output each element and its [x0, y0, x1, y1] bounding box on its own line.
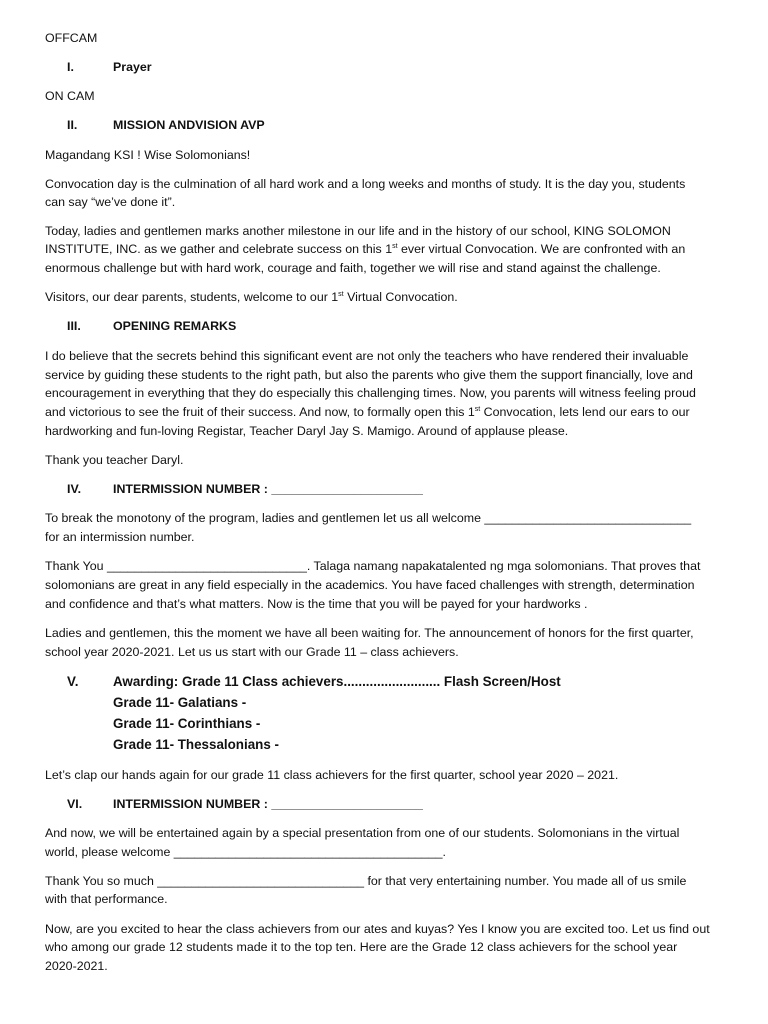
paragraph-remarks-line: service by guiding these students to the right path, but also the parents who give them the support financially, love and [45, 368, 693, 382]
section-4-title: INTERMISSION NUMBER : ______________________ [113, 482, 423, 496]
oncam-label: ON CAM [45, 89, 95, 103]
paragraph-remarks-line: encouragement in everything that they do especially this challenging times. Now, you parents will witness feeling proud [45, 386, 696, 400]
paragraph-milestone-line: enormous challenge but with hard work, courage and faith, together we will rise and stand against the challenge. [45, 261, 661, 275]
section-5-title: Awarding: Grade 11 Class achievers.......................... Flash Screen/Host [113, 674, 561, 689]
paragraph-thank-you-so-much-line: with that performance. [45, 892, 168, 906]
paragraph-remarks-line: hardworking and fun-loving Registar, Teacher Daryl Jay S. Mamigo. Around of applause please. [45, 424, 569, 438]
paragraph-clap: Let’s clap our hands again for our grade 11 class achievers for the first quarter, school year 2020 – 2021. [45, 768, 619, 782]
paragraph-convocation-line: can say “we’ve done it”. [45, 195, 176, 209]
paragraph-honors-line: Ladies and gentlemen, this the moment we have all been waiting for. The announcement of honors for the first quarter, [45, 626, 694, 640]
paragraph-special-presentation-line: And now, we will be entertained again by a special presentation from one of our students. Solomonians in the virtual [45, 826, 680, 840]
section-2-title: MISSION ANDVISION AVP [113, 118, 265, 132]
award-item: Grade 11- Thessalonians - [113, 737, 279, 752]
section-4-number: IV. [67, 482, 82, 496]
section-6-number: VI. [67, 797, 83, 811]
paragraph-remarks-line: and victorious to see the fruit of their success. And now, to formally open this 1st Convocation, lets lend our ears to our [45, 405, 690, 419]
paragraph-welcome: Visitors, our dear parents, students, welcome to our 1st Virtual Convocation. [45, 290, 458, 304]
greeting: Magandang KSI ! Wise Solomonians! [45, 148, 251, 162]
offcam-label: OFFCAM [45, 31, 98, 45]
paragraph-milestone-line: Today, ladies and gentlemen marks another milestone in our life and in the history of our school, KING SOLOMON [45, 224, 671, 238]
section-1-title: Prayer [113, 60, 152, 74]
paragraph-convocation-line: Convocation day is the culmination of all hard work and a long weeks and months of study. It is the day you, students [45, 177, 686, 191]
paragraph-special-presentation-line: world, please welcome _______________________________________. [45, 845, 446, 859]
section-3-number: III. [67, 319, 81, 333]
section-1-number: I. [67, 60, 74, 74]
paragraph-intermission-line: for an intermission number. [45, 530, 195, 544]
section-5-number: V. [67, 674, 79, 689]
thank-you-daryl: Thank you teacher Daryl. [45, 453, 184, 467]
paragraph-thanks-line: Thank You _____________________________. Talaga namang napakatalented ng mga solomonians. That proves that [45, 559, 701, 573]
paragraph-milestone-line: INSTITUTE, INC. as we gather and celebrate success on this 1st ever virtual Convocation. We are confronted with an [45, 242, 686, 256]
paragraph-remarks-line: I do believe that the secrets behind this significant event are not only the teachers who have rendered their invaluable [45, 349, 689, 363]
paragraph-grade12-line: Now, are you excited to hear the class achievers from our ates and kuyas? Yes I know you are excited too. Let us find out [45, 922, 710, 936]
paragraph-thank-you-so-much-line: Thank You so much ______________________________ for that very entertaining number. You made all of us smile [45, 874, 687, 888]
section-3-title: OPENING REMARKS [113, 319, 237, 333]
paragraph-intermission-line: To break the monotony of the program, ladies and gentlemen let us all welcome ______________________________ [45, 511, 692, 525]
section-6-title: INTERMISSION NUMBER : ______________________ [113, 797, 423, 811]
paragraph-grade12-line: 2020-2021. [45, 959, 108, 973]
paragraph-thanks-line: and confidence and that’s what matters. Now is the time that you will be payed for your hardworks . [45, 597, 588, 611]
section-2-number: II. [67, 118, 78, 132]
award-item: Grade 11- Corinthians - [113, 716, 261, 731]
award-item: Grade 11- Galatians - [113, 695, 247, 710]
paragraph-honors-line: school year 2020-2021. Let us us start with our Grade 11 – class achievers. [45, 645, 459, 659]
paragraph-grade12-line: who among our grade 12 students made it to the top ten. Here are the Grade 12 class achievers for the school year [45, 940, 678, 954]
paragraph-thanks-line: solomonians are great in any field especially in the academics. You have faced challenges with strength, determination [45, 578, 695, 592]
